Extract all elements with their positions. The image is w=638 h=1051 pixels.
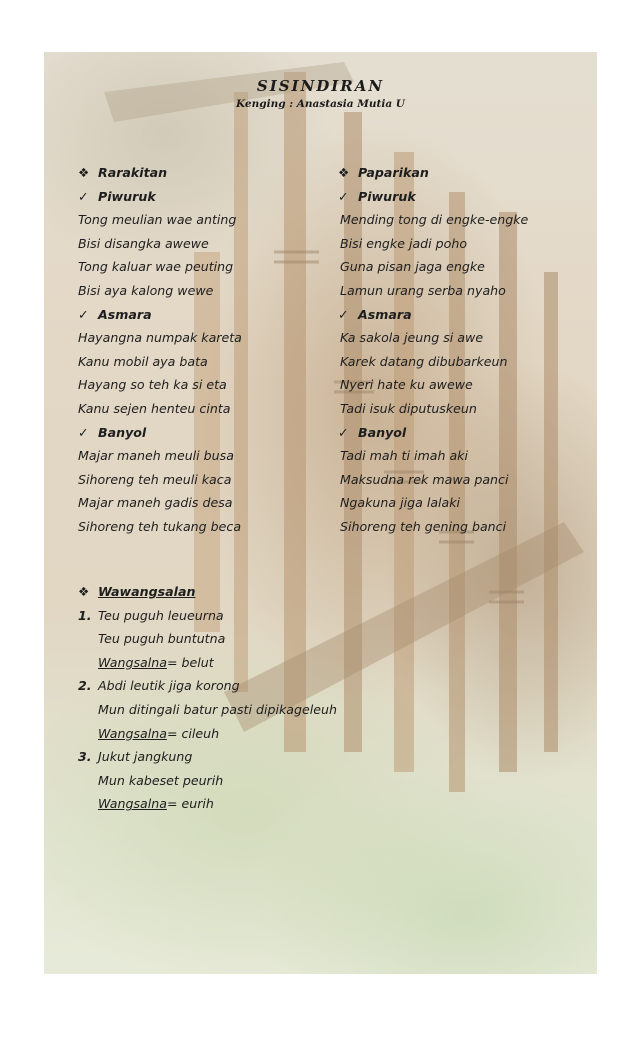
diamond-bullet-icon: ❖ — [78, 165, 90, 180]
paparikan-column — [338, 161, 593, 539]
verse-line: Kanu sejen henteu cinta — [78, 400, 231, 416]
verse-line: Tadi isuk diputuskeun — [340, 400, 477, 416]
rarakitan-column — [78, 161, 333, 539]
subheading-asmara: ✓ Asmara — [338, 303, 593, 327]
section-heading-rarakitan: ❖ Rarakitan — [78, 161, 333, 185]
verse-line: Tong meulian wae anting — [78, 212, 237, 228]
section-heading-paparikan: ❖ Paparikan — [338, 161, 593, 185]
verse-line: Bisi disangka awewe — [78, 235, 209, 251]
wangsal-answer: Wangsalna= cileuh — [98, 725, 220, 741]
verse-line: Guna pisan jaga engke — [340, 259, 485, 275]
verse-line: Kanu mobil aya bata — [78, 353, 208, 369]
check-mark-icon: ✓ — [78, 306, 89, 322]
verse-line: Bisi engke jadi poho — [340, 235, 468, 251]
verse-line: Bisi aya kalong wewe — [78, 282, 214, 298]
verse-line: Tong kaluar wae peuting — [78, 259, 234, 275]
section-heading-wawangsalan: ❖ Wawangsalan — [78, 580, 578, 604]
verse-line: Mun kabeset peurih — [98, 772, 224, 788]
verse-line: Tadi mah ti imah aki — [340, 448, 468, 464]
verse-line: Sihoreng teh meuli kaca — [78, 471, 232, 487]
wawangsalan-item-3: 3. Jukut jangkung — [78, 745, 578, 769]
item-number: 3. — [78, 749, 92, 765]
subheading-piwuruk: ✓ Piwuruk — [78, 185, 333, 209]
check-mark-icon: ✓ — [338, 306, 349, 322]
verse-line: Lamun urang serba nyaho — [340, 282, 506, 298]
item-number: 1. — [78, 607, 92, 623]
verse-line: Majar maneh gadis desa — [78, 495, 233, 511]
wawangsalan-item-1: 1. Teu puguh leueurna — [78, 604, 578, 628]
check-mark-icon: ✓ — [78, 424, 89, 440]
verse-line: Majar maneh meuli busa — [78, 448, 234, 464]
verse-line: Ka sakola jeung si awe — [340, 330, 484, 346]
document-title: SISINDIRAN — [256, 77, 385, 95]
document-author: Kenging : Anastasia Mutia U — [236, 98, 405, 110]
wangsal-answer: Wangsalna= belut — [98, 654, 214, 670]
verse-line: Mun ditingali batur pasti dipikageleuh — [98, 701, 337, 717]
verse-line: Maksudna rek mawa panci — [340, 471, 509, 487]
verse-line: Sihoreng teh gening banci — [340, 518, 507, 534]
verse-line: Karek datang dibubarkeun — [340, 353, 508, 369]
wawangsalan-item-2: 2. Abdi leutik jiga korong — [78, 674, 578, 698]
verse-line: Hayangna numpak kareta — [78, 330, 242, 346]
check-mark-icon: ✓ — [338, 188, 349, 204]
item-number: 2. — [78, 678, 92, 694]
verse-line: Ngakuna jiga lalaki — [340, 495, 461, 511]
wawangsalan-section — [78, 580, 578, 816]
check-mark-icon: ✓ — [338, 424, 349, 440]
verse-line: Nyeri hate ku awewe — [340, 377, 473, 393]
verse-line: Hayang so teh ka si eta — [78, 377, 227, 393]
document-page — [44, 52, 597, 974]
diamond-bullet-icon: ❖ — [338, 165, 350, 180]
check-mark-icon: ✓ — [78, 188, 89, 204]
subheading-banyol: ✓ Banyol — [78, 421, 333, 445]
subheading-asmara: ✓ Asmara — [78, 303, 333, 327]
verse-line: Sihoreng teh tukang beca — [78, 518, 242, 534]
subheading-banyol: ✓ Banyol — [338, 421, 593, 445]
diamond-bullet-icon: ❖ — [78, 584, 90, 599]
subheading-piwuruk: ✓ Piwuruk — [338, 185, 593, 209]
verse-line: Mending tong di engke-engke — [340, 212, 529, 228]
verse-line: Teu puguh buntutna — [98, 631, 226, 647]
wangsal-answer: Wangsalna= eurih — [98, 796, 214, 812]
